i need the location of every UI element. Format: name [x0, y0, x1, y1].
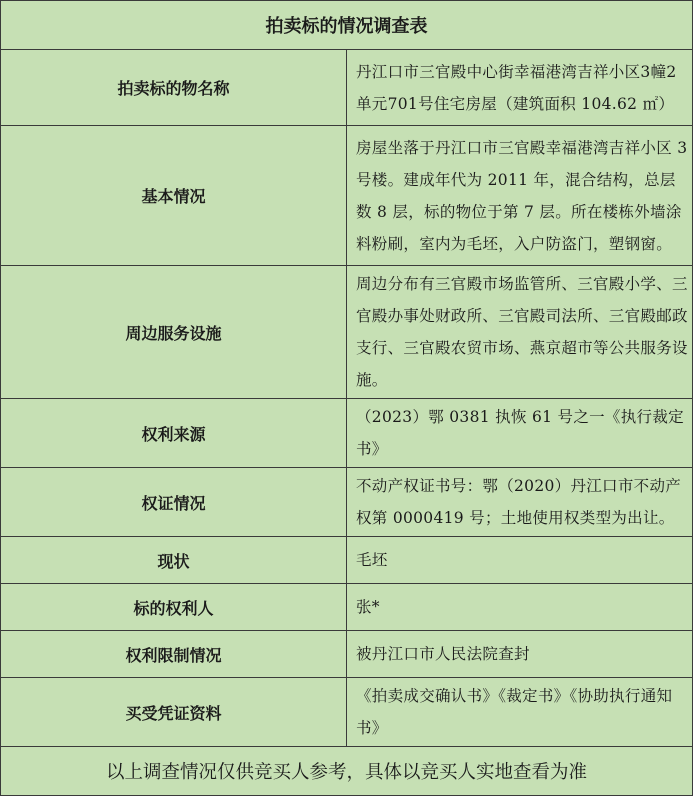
row-value-status: 毛坯 — [347, 537, 693, 584]
table-row — [1, 631, 693, 678]
row-value-restrictions: 被丹江口市人民法院查封 — [347, 631, 693, 678]
row-label-restrictions: 权利限制情况 — [1, 631, 347, 678]
table-row — [1, 584, 693, 631]
row-value-basic-info: 房屋坐落于丹江口市三官殿幸福港湾吉祥小区 3 号楼。建成年代为 2011 年，混合结构，总层数 8 层，标的物位于第 7 层。所在楼栋外墙涂料粉刷，室内为毛坯，入户防盗门，塑钢窗。 — [347, 126, 693, 266]
row-value-owner: 张* — [347, 584, 693, 631]
row-label-facilities: 周边服务设施 — [1, 266, 347, 399]
table-title: 拍卖标的情况调查表 — [1, 1, 693, 50]
row-label-status: 现状 — [1, 537, 347, 584]
table-row — [1, 537, 693, 584]
row-label-documents: 买受凭证资料 — [1, 678, 347, 747]
footer-row — [1, 747, 693, 796]
title-row — [1, 1, 693, 50]
row-value-facilities: 周边分布有三官殿市场监管所、三官殿小学、三官殿办事处财政所、三官殿司法所、三官殿邮政支行、三官殿农贸市场、燕京超市等公共服务设施。 — [347, 266, 693, 399]
row-label-item-name: 拍卖标的物名称 — [1, 50, 347, 126]
row-label-rights-source: 权利来源 — [1, 399, 347, 468]
row-value-item-name: 丹江口市三官殿中心街幸福港湾吉祥小区3幢2单元701号住宅房屋（建筑面积 104.62 ㎡） — [347, 50, 693, 126]
table-row — [1, 50, 693, 126]
table-row — [1, 399, 693, 468]
table-row — [1, 678, 693, 747]
row-label-certificate: 权证情况 — [1, 468, 347, 537]
row-label-owner: 标的权利人 — [1, 584, 347, 631]
row-label-basic-info: 基本情况 — [1, 126, 347, 266]
table-row — [1, 266, 693, 399]
row-value-documents: 《拍卖成交确认书》《裁定书》《协助执行通知书》 — [347, 678, 693, 747]
row-value-rights-source: （2023）鄂 0381 执恢 61 号之一《执行裁定书》 — [347, 399, 693, 468]
row-value-certificate: 不动产权证书号：鄂（2020）丹江口市不动产权第 0000419 号；土地使用权类型为出让。 — [347, 468, 693, 537]
table-row — [1, 468, 693, 537]
disclaimer-note: 以上调查情况仅供竞买人参考，具体以竞买人实地查看为准 — [1, 747, 693, 796]
table-row — [1, 126, 693, 266]
